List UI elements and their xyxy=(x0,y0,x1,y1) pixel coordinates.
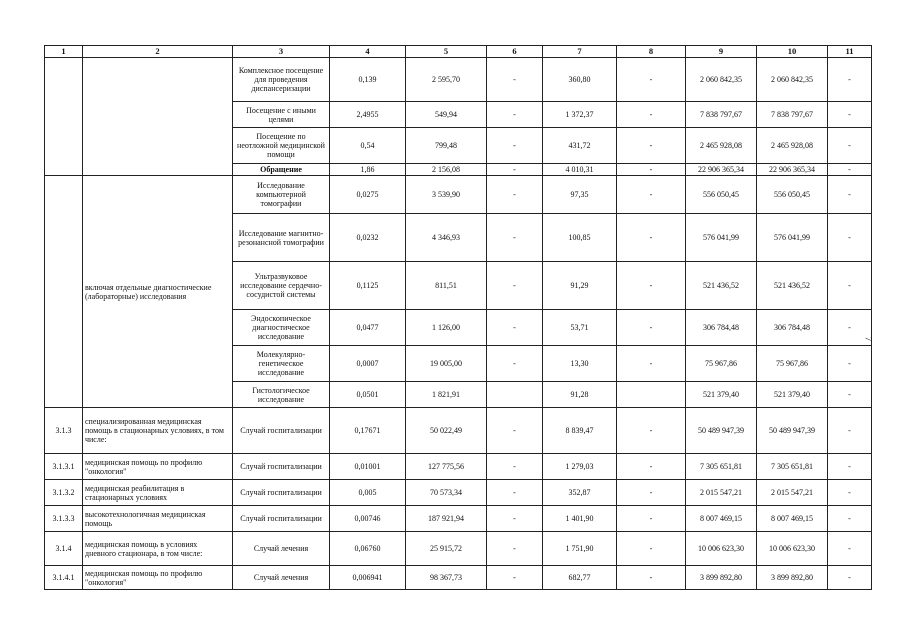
value-cell: 0,139 xyxy=(330,58,406,102)
value-cell: 4 346,93 xyxy=(406,214,487,262)
value-cell: - xyxy=(487,408,543,454)
category-cell: высокотехнологичная медицинская помощь xyxy=(83,506,233,532)
service-type-cell: Случай госпитализации xyxy=(233,454,330,480)
service-type-cell: Случай госпитализации xyxy=(233,408,330,454)
category-cell: медицинская помощь в условиях дневного стационара, в том числе: xyxy=(83,532,233,566)
value-cell: - xyxy=(617,128,686,164)
value-cell: - xyxy=(487,58,543,102)
value-cell: - xyxy=(617,506,686,532)
value-cell: 0,17671 xyxy=(330,408,406,454)
table-row xyxy=(45,566,872,590)
value-cell: - xyxy=(487,176,543,214)
category-cell: медицинская помощь по профилю "онкология" xyxy=(83,454,233,480)
empty-cell xyxy=(45,176,83,408)
value-cell: - xyxy=(617,310,686,346)
service-type-cell: Эндоскопическое диагностическое исследование xyxy=(233,310,330,346)
value-cell: 549,94 xyxy=(406,102,487,128)
value-cell: - xyxy=(487,164,543,176)
value-cell: - xyxy=(487,214,543,262)
value-cell: 3 539,90 xyxy=(406,176,487,214)
value-cell: - xyxy=(828,408,872,454)
service-type-cell: Случай лечения xyxy=(233,566,330,590)
value-cell: 2 060 842,35 xyxy=(757,58,828,102)
value-cell: - xyxy=(487,566,543,590)
value-cell: 3 899 892,80 xyxy=(757,566,828,590)
value-cell: 75 967,86 xyxy=(757,346,828,382)
value-cell: 25 915,72 xyxy=(406,532,487,566)
value-cell: 521 436,52 xyxy=(686,262,757,310)
col-header: 9 xyxy=(686,46,757,58)
value-cell: 521 379,40 xyxy=(757,382,828,408)
value-cell: 0,0501 xyxy=(330,382,406,408)
value-cell: 2 015 547,21 xyxy=(686,480,757,506)
table-row xyxy=(45,408,872,454)
value-cell: - xyxy=(828,102,872,128)
empty-cell xyxy=(45,58,83,176)
value-cell: 10 006 623,30 xyxy=(686,532,757,566)
value-cell: 7 838 797,67 xyxy=(757,102,828,128)
value-cell: 1,86 xyxy=(330,164,406,176)
value-cell: 521 379,40 xyxy=(686,382,757,408)
value-cell: 97,35 xyxy=(543,176,617,214)
service-type-cell: Случай госпитализации xyxy=(233,480,330,506)
value-cell: - xyxy=(617,102,686,128)
value-cell: 2 015 547,21 xyxy=(757,480,828,506)
service-type-cell: Посещение с иными целями xyxy=(233,102,330,128)
service-type-cell: Случай госпитализации xyxy=(233,506,330,532)
value-cell: 0,0007 xyxy=(330,346,406,382)
value-cell: 22 906 365,34 xyxy=(757,164,828,176)
category-cell: специализированная медицинская помощь в стационарных условиях, в том числе: xyxy=(83,408,233,454)
service-type-cell: Гистологическое исследование xyxy=(233,382,330,408)
row-number-cell: 3.1.3.1 xyxy=(45,454,83,480)
col-header: 7 xyxy=(543,46,617,58)
service-type-cell: Обращение xyxy=(233,164,330,176)
empty-cell xyxy=(83,58,233,176)
value-cell: 187 921,94 xyxy=(406,506,487,532)
table-row xyxy=(45,58,872,102)
value-cell: 91,28 xyxy=(543,382,617,408)
service-type-cell: Ультразвуковое исследование сердечно-сосудистой системы xyxy=(233,262,330,310)
value-cell: 2,4955 xyxy=(330,102,406,128)
value-cell: 10 006 623,30 xyxy=(757,532,828,566)
value-cell: 0,01001 xyxy=(330,454,406,480)
row-number-cell: 3.1.4 xyxy=(45,532,83,566)
value-cell: 8 007 469,15 xyxy=(757,506,828,532)
value-cell: - xyxy=(487,310,543,346)
service-type-cell: Молекулярно-генетическое исследование xyxy=(233,346,330,382)
value-cell: 2 156,08 xyxy=(406,164,487,176)
col-header: 5 xyxy=(406,46,487,58)
value-cell: - xyxy=(828,164,872,176)
col-header: 4 xyxy=(330,46,406,58)
value-cell: 360,80 xyxy=(543,58,617,102)
row-number-cell: 3.1.3 xyxy=(45,408,83,454)
value-cell: 50 022,49 xyxy=(406,408,487,454)
value-cell: 3 899 892,80 xyxy=(686,566,757,590)
value-cell: - xyxy=(487,346,543,382)
value-cell: - xyxy=(617,532,686,566)
value-cell: - xyxy=(487,532,543,566)
row-number-cell: 3.1.3.2 xyxy=(45,480,83,506)
table-row xyxy=(45,532,872,566)
value-cell: - xyxy=(617,408,686,454)
value-cell: 100,85 xyxy=(543,214,617,262)
value-cell: 0,0232 xyxy=(330,214,406,262)
category-cell: включая отдельные диагностические (лабораторные) исследования xyxy=(83,176,233,408)
value-cell: 682,77 xyxy=(543,566,617,590)
service-type-cell: Исследование магнитно-резонансной томографии xyxy=(233,214,330,262)
value-cell: 127 775,56 xyxy=(406,454,487,480)
value-cell: 1 821,91 xyxy=(406,382,487,408)
value-cell: 7 305 651,81 xyxy=(686,454,757,480)
value-cell: 0,00746 xyxy=(330,506,406,532)
value-cell: - xyxy=(828,262,872,310)
col-header: 1 xyxy=(45,46,83,58)
col-header: 2 xyxy=(83,46,233,58)
value-cell: - xyxy=(617,214,686,262)
service-type-cell: Случай лечения xyxy=(233,532,330,566)
value-cell: 8 007 469,15 xyxy=(686,506,757,532)
page-number: 7 xyxy=(863,336,874,342)
table-row xyxy=(45,506,872,532)
value-cell: 4 010,31 xyxy=(543,164,617,176)
value-cell: 19 005,00 xyxy=(406,346,487,382)
value-cell: 2 595,70 xyxy=(406,58,487,102)
value-cell: 7 305 651,81 xyxy=(757,454,828,480)
value-cell: 521 436,52 xyxy=(757,262,828,310)
value-cell: - xyxy=(617,58,686,102)
value-cell: 98 367,73 xyxy=(406,566,487,590)
value-cell: 50 489 947,39 xyxy=(757,408,828,454)
value-cell: 1 279,03 xyxy=(543,454,617,480)
value-cell: 556 050,45 xyxy=(757,176,828,214)
value-cell: 0,54 xyxy=(330,128,406,164)
value-cell: 431,72 xyxy=(543,128,617,164)
row-number-cell: 3.1.4.1 xyxy=(45,566,83,590)
col-header: 6 xyxy=(487,46,543,58)
value-cell: 22 906 365,34 xyxy=(686,164,757,176)
value-cell: - xyxy=(487,454,543,480)
value-cell: - xyxy=(828,58,872,102)
value-cell: 0,06760 xyxy=(330,532,406,566)
value-cell: 1 751,90 xyxy=(543,532,617,566)
value-cell xyxy=(617,382,686,408)
value-cell: - xyxy=(617,262,686,310)
value-cell: - xyxy=(617,176,686,214)
value-cell: 0,0275 xyxy=(330,176,406,214)
value-cell: - xyxy=(828,310,872,346)
value-cell: - xyxy=(828,176,872,214)
category-cell: медицинская реабилитация в стационарных условиях xyxy=(83,480,233,506)
col-header: 8 xyxy=(617,46,686,58)
value-cell: 50 489 947,39 xyxy=(686,408,757,454)
value-cell: - xyxy=(828,128,872,164)
value-cell: - xyxy=(617,346,686,382)
col-header: 11 xyxy=(828,46,872,58)
service-type-cell: Комплексное посещение для проведения диспансеризации xyxy=(233,58,330,102)
financial-table xyxy=(44,45,872,590)
value-cell: 53,71 xyxy=(543,310,617,346)
value-cell: - xyxy=(828,214,872,262)
value-cell: 70 573,34 xyxy=(406,480,487,506)
value-cell: - xyxy=(828,454,872,480)
value-cell: 2 465 928,08 xyxy=(757,128,828,164)
value-cell: - xyxy=(487,480,543,506)
value-cell: 576 041,99 xyxy=(686,214,757,262)
col-header: 3 xyxy=(233,46,330,58)
value-cell: 306 784,48 xyxy=(686,310,757,346)
value-cell: - xyxy=(828,480,872,506)
service-type-cell: Посещение по неотложной медицинской помощи xyxy=(233,128,330,164)
category-cell: медицинская помощь по профилю "онкология" xyxy=(83,566,233,590)
value-cell: 7 838 797,67 xyxy=(686,102,757,128)
value-cell: - xyxy=(828,506,872,532)
header-row xyxy=(45,46,872,58)
value-cell: 91,29 xyxy=(543,262,617,310)
value-cell: - xyxy=(487,506,543,532)
value-cell: 352,87 xyxy=(543,480,617,506)
value-cell: 0,005 xyxy=(330,480,406,506)
value-cell: - xyxy=(617,164,686,176)
value-cell: - xyxy=(828,532,872,566)
value-cell: 8 839,47 xyxy=(543,408,617,454)
col-header: 10 xyxy=(757,46,828,58)
value-cell: - xyxy=(487,262,543,310)
value-cell: 0,006941 xyxy=(330,566,406,590)
value-cell: - xyxy=(617,454,686,480)
value-cell: 0,0477 xyxy=(330,310,406,346)
value-cell: 2 060 842,35 xyxy=(686,58,757,102)
value-cell: - xyxy=(487,102,543,128)
value-cell: - xyxy=(617,480,686,506)
value-cell xyxy=(487,382,543,408)
service-type-cell: Исследование компьютерной томографии xyxy=(233,176,330,214)
value-cell: - xyxy=(828,346,872,382)
value-cell: 811,51 xyxy=(406,262,487,310)
value-cell: - xyxy=(487,128,543,164)
value-cell: 556 050,45 xyxy=(686,176,757,214)
value-cell: - xyxy=(617,566,686,590)
value-cell: 1 126,00 xyxy=(406,310,487,346)
value-cell: 1 401,90 xyxy=(543,506,617,532)
value-cell: 2 465 928,08 xyxy=(686,128,757,164)
value-cell: 1 372,37 xyxy=(543,102,617,128)
value-cell: 13,30 xyxy=(543,346,617,382)
table-row xyxy=(45,454,872,480)
table-row xyxy=(45,480,872,506)
value-cell: - xyxy=(828,382,872,408)
row-number-cell: 3.1.3.3 xyxy=(45,506,83,532)
value-cell: 0,1125 xyxy=(330,262,406,310)
table-row xyxy=(45,176,872,214)
value-cell: 306 784,48 xyxy=(757,310,828,346)
value-cell: 799,48 xyxy=(406,128,487,164)
value-cell: - xyxy=(828,566,872,590)
value-cell: 75 967,86 xyxy=(686,346,757,382)
value-cell: 576 041,99 xyxy=(757,214,828,262)
